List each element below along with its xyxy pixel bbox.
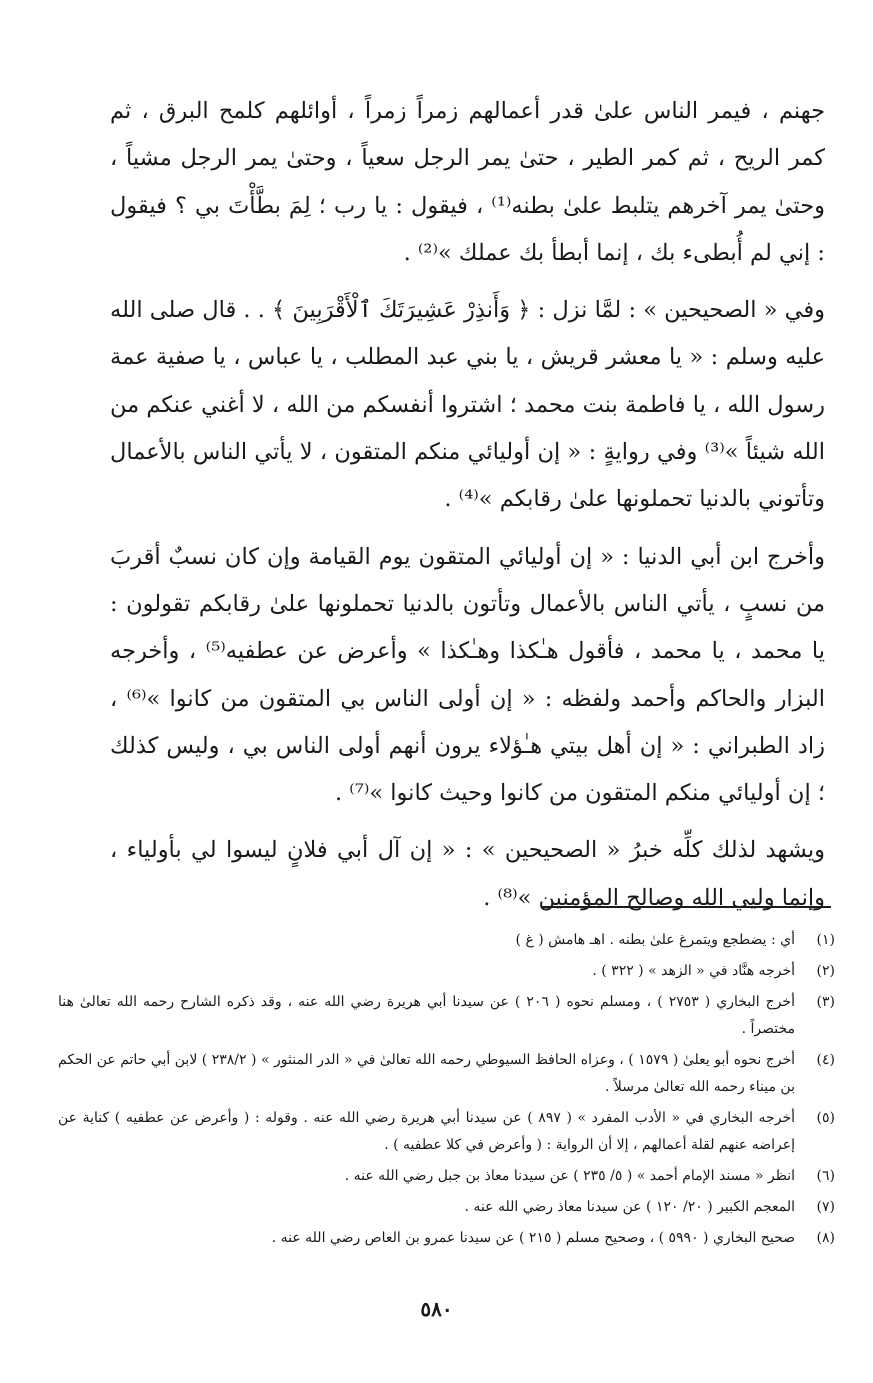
footnote-4	[58, 1047, 835, 1101]
footnote-number: (٢)	[816, 963, 835, 979]
footnote-text: أخرجه البخاري في « الأدب المفرد » ( ٨٩٧ ) عن سيدنا أبي هريرة رضي الله عنه . وقوله : ( وأعرض عن عطفيه ) كناية عن إعراضه عنهم لقلة أعمالهم ، إلا أن الرواية : ( وأعرض في كلا عطفيه ) .	[58, 1110, 795, 1153]
paragraph-4: ويشهد لذلك كلِّه خبرُ « الصحيحين » : « إن آل أبي فلانٍ ليسوا لي بأولياء ، وإنما وليي الله وصالح المؤمنين »⁽⁸⁾ .	[110, 837, 825, 911]
footnote-number: (٣)	[816, 994, 835, 1010]
paragraph-2: وفي « الصحيحين » : لمَّا نزل : ﴿ وَأَنذِرْ عَشِيرَتَكَ ٱلْأَقْرَبِينَ ﴾ . . قال صلى الله عليه وسلم : « يا معشر قريش ، يا بني عبد المطلب ، يا عباس ، يا صفية عمة رسول الله ، يا فاطمة بنت محمد ؛ اشتروا أنفسكم من الله ، لا أغني عنكم من الله شيئاً »⁽³⁾ وفي روايةٍ : « إن أوليائي منكم المتقون ، لا يأتي الناس بالأعمال وتأتوني بالدنيا تحملونها علىٰ رقابكم »⁽⁴⁾ .	[110, 297, 825, 513]
footnote-1	[58, 927, 835, 954]
footnote-6	[58, 1163, 835, 1190]
footnote-number: (٦)	[816, 1168, 835, 1184]
paragraph-1: جهنم ، فيمر الناس علىٰ قدر أعمالهم زمراً زمراً ، أوائلهم كلمح البرق ، ثم كمر الريح ، ثم كمر الطير ، حتىٰ يمر الرجل سعياً ، وحتىٰ يمر الرجل مشياً ، وحتىٰ يمر آخرهم يتلبط علىٰ بطنه⁽¹⁾ ، فيقول : يا رب ؛ لِمَ بطَّأْتَ بي ؟ فيقول : إني لم أُبطىء بك ، إنما أبطأ بك عملك »⁽²⁾ .	[110, 98, 825, 266]
page-number: ٥٨٠	[420, 1297, 453, 1321]
footnote-3	[58, 989, 835, 1043]
footnote-text: انظر « مسند الإمام أحمد » ( ٥/ ٢٣٥ ) عن سيدنا معاذ بن جبل رضي الله عنه .	[344, 1168, 795, 1184]
footnote-text: أخرج نحوه أبو يعلىٰ ( ١٥٧٩ ) ، وعزاه الحافظ السيوطي رحمه الله تعالىٰ في « الدر المنثور » ( ٢٣٨/٢ ) لابن أبي حاتم عن الحكم بن ميناء رحمه الله تعالىٰ مرسلاً .	[58, 1052, 795, 1095]
footnote-text: أخرجه هنَّاد في « الزهد » ( ٣٢٢ ) .	[592, 963, 795, 979]
footnote-text: أخرج البخاري ( ٢٧٥٣ ) ، ومسلم نحوه ( ٢٠٦ ) عن سيدنا أبي هريرة رضي الله عنه ، وقد ذكره الشارح رحمه الله تعالىٰ هنا مختصراً .	[58, 994, 795, 1037]
footnote-7	[58, 1194, 835, 1221]
footnote-separator	[541, 906, 831, 908]
footnote-number: (٧)	[816, 1199, 835, 1215]
footnote-text: أي : يضطجع ويتمرغ علىٰ بطنه . اهـ هامش ( غ )	[515, 932, 795, 948]
footnote-8	[58, 1225, 835, 1252]
footnote-number: (٨)	[816, 1230, 835, 1246]
footnotes	[58, 927, 835, 1256]
footnote-5	[58, 1105, 835, 1159]
footnote-number: (٥)	[816, 1110, 835, 1126]
main-text	[110, 88, 825, 922]
footnote-number: (١)	[816, 932, 835, 948]
footnote-number: (٤)	[816, 1052, 835, 1068]
paragraph-3: وأخرج ابن أبي الدنيا : « إن أوليائي المتقون يوم القيامة وإن كان نسبٌ أقربَ من نسبٍ ، يأتي الناس بالأعمال وتأتون بالدنيا تحملونها علىٰ رقابكم تقولون : يا محمد ، يا محمد ، فأقول هـٰكذا وهـٰكذا » وأعرض عن عطفيه⁽⁵⁾ ، وأخرجه البزار والحاكم وأحمد ولفظه : « إن أولى الناس بي المتقون من كانوا »⁽⁶⁾ ، زاد الطبراني : « إن أهل بيتي هـٰؤلاء يرون أنهم أولى الناس بي ، وليس كذلك ؛ إن أوليائي منكم المتقون من كانوا وحيث كانوا »⁽⁷⁾ .	[110, 543, 825, 807]
footnote-text: المعجم الكبير ( ٢٠/ ١٢٠ ) عن سيدنا معاذ رضي الله عنه .	[464, 1199, 795, 1215]
footnote-text: صحيح البخاري ( ٥٩٩٠ ) ، وصحيح مسلم ( ٢١٥ ) عن سيدنا عمرو بن العاص رضي الله عنه .	[271, 1230, 795, 1246]
footnote-2	[58, 958, 835, 985]
